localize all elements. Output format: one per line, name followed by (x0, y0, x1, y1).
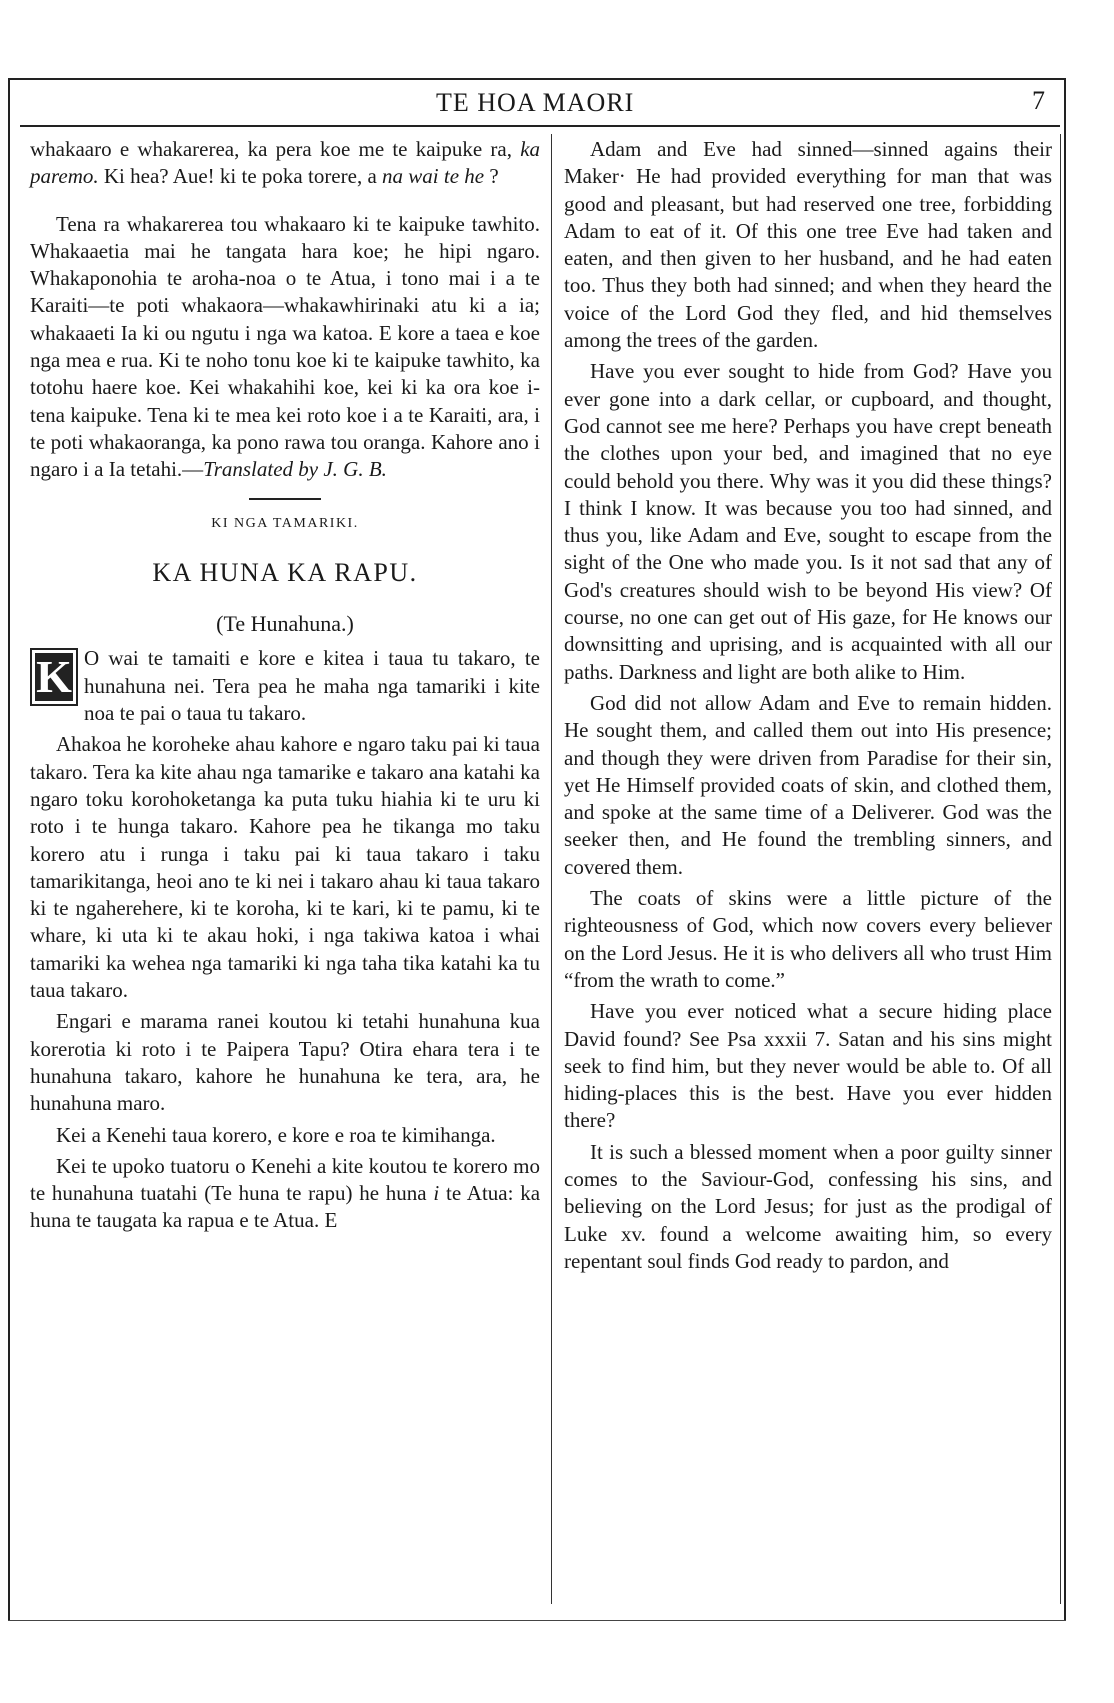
right-column (564, 136, 1052, 1275)
right-paragraph-6: It is such a blessed moment when a poor guilty sinner comes to the Saviour-God, confessing his sins, and believing on the Lord Jesus; for just as the prodigal of Luke xv. found a welcome awaiting him, so every repentant soul finds God ready to pardon, and (564, 1139, 1052, 1273)
left-paragraph-2: Tena ra whakarerea tou whakaaro ki te kaipuke tawhito. Whakaaetia mai he tangata hara koe; he hipi ngaro. Whakaponohia te aroha-noa o te Atua, i tono mai i a te Karaiti—te poti whakaora—whakawhirinaki atu ki a ia; whakaaeti Ia ki ou ngutu i nga wa katoa. E kore a taea e koe nga mea e rua. Ki te noho tonu koe ki te kaipuke tawhito, ka totohu haere koe. Kei whakahihi koe, kei ki ka ora koe i-tena kaipuke. Tena ki te mea kei roto koe i a te Karaiti, ara, i te poti whakaoranga, ka pono rawa tou oranga. Kahore ano i ngaro i a Ia tetahi.—Translated by J. G. B. (30, 211, 540, 482)
left-paragraph-4: Ahakoa he koroheke ahau kahore e ngaro taku pai ki taua takaro. Tera ka kite ahau nga tamarike e takaro ana katahi ka ngaro toku korohoketanga ka puta tuku hiahia ki te uru ki roto i te hunga takaro. Kahore pea he tikanga mo taku korero atu i runga i taku pai ki taua takaro i taku tamarikitanga, heoi ano te ki nei i takaro ahau ki taua takaro ki te ngaherehere, ki te koroha, ki te kari, ki te pamu, ki te whare, ki uta ki te akau hoki, i nga takiwa katoa i whai tamariki ka wehea nga tamariki ki nga taha tika katahi ka tu taua takaro. (30, 732, 540, 1003)
right-paragraph-2: Have you ever sought to hide from God? Have you ever gone into a dark cellar, or cupboard, and thought, God cannot see me here? Perhaps you have crept beneath the clothes upon your bed, and imagined that no eye could behold you there. Why was it you did these things? I think I know. It was because you too had sinned, and thus you, like Adam and Eve, sought to escape from the sight of the One who made you. Is it not sad that any of God's creatures should wish to be beyond His view? Of course, no one can get out of His gaze, for He knows our downsitting and uprising, and is acquainted with all our paths. Darkness and light are both alike to Him. (564, 359, 1052, 684)
italic-phrase: na wai te he (382, 164, 485, 189)
page-frame-top (8, 78, 1064, 80)
left-paragraph-5: Engari e marama ranei koutou ki tetahi hunahuna kua korerotia ki roto i te Paipera Tapu? Otira ehara tera i te hunahuna takaro, kahore he hunahuna ke tera, ara, he hunahuna maro. (30, 1009, 540, 1116)
translator-credit: Translated by J. G. B. (203, 457, 387, 482)
page-frame-left (8, 78, 10, 1620)
right-paragraph-1: Adam and Eve had sinned—sinned agains their Maker· He had provided everything for man that was good and pleasant, but had reserved one tree, forbidding Adam to eat of it. Of this one tree Eve had taken and eaten, and then given to her husband, and he had eaten too. Thus they both had sinned; and when they heard the voice of the Lord God they fled, and hid themselves among the trees of the garden. (564, 137, 1052, 353)
article-subtitle: (Te Hunahuna.) (216, 611, 354, 637)
header-rule (20, 125, 1060, 127)
left-paragraph-7: Kei te upoko tuatoru o Kenehi a kite koutou te korero mo te hunahuna tuatahi (Te huna te rapu) he huna i te Atua: ka huna te taugata ka rapua e te Atua. E (30, 1153, 541, 1233)
page-number: 7 (1032, 86, 1045, 115)
section-rule (249, 498, 321, 500)
page-frame-right (1064, 78, 1066, 1620)
right-paragraph-4: The coats of skins were a little picture of the righteousness of God, which now covers every believer on the Lord Jesus. He it is who delivers all who trust Him “from the wrath to come.” (564, 886, 1052, 992)
column-divider-right (1060, 134, 1061, 1604)
running-title: TE HOA MAORI (436, 88, 635, 117)
drop-cap-letter: K (30, 648, 78, 706)
page-frame-bottom (8, 1620, 1066, 1621)
section-kicker: KI NGA TAMARIKI. (211, 515, 359, 531)
left-paragraph-3: K O wai te tamaiti e kore e kitea i taua tu takaro, te hunahuna nei. Tera pea he maha nga tamariki i kite noa te pai o taua tu takaro. (30, 645, 540, 727)
right-paragraph-5: Have you ever noticed what a secure hiding place David found? See Psa xxxii 7. Satan and his sins might seek to find him, but they never would be able to. Of all hiding-places this is the best. Have you ever hidden there? (564, 999, 1052, 1133)
article-title: KA HUNA KA RAPU. (152, 557, 418, 587)
left-column (30, 136, 540, 1235)
left-paragraph-6: Kei a Kenehi taua korero, e kore e roa te kimihanga. (56, 1122, 496, 1147)
column-divider (551, 134, 552, 1604)
italic-word: i (433, 1181, 440, 1206)
italic-phrase: ka paremo. (30, 137, 541, 189)
right-paragraph-3: God did not allow Adam and Eve to remain hidden. He sought them, and called them out into His presence; and though they were driven from Paradise for their sin, yet He Himself provided coats of skin, and clothed them, and spoke at the same time of a Deliverer. God was the seeker then, and He found the trembling sinners, and covered them. (564, 690, 1052, 879)
left-paragraph-1: whakaaro e whakarerea, ka pera koe me te kaipuke ra, ka paremo. Ki hea? Aue! ki te poka torere, a na wai te he ? (30, 137, 541, 189)
